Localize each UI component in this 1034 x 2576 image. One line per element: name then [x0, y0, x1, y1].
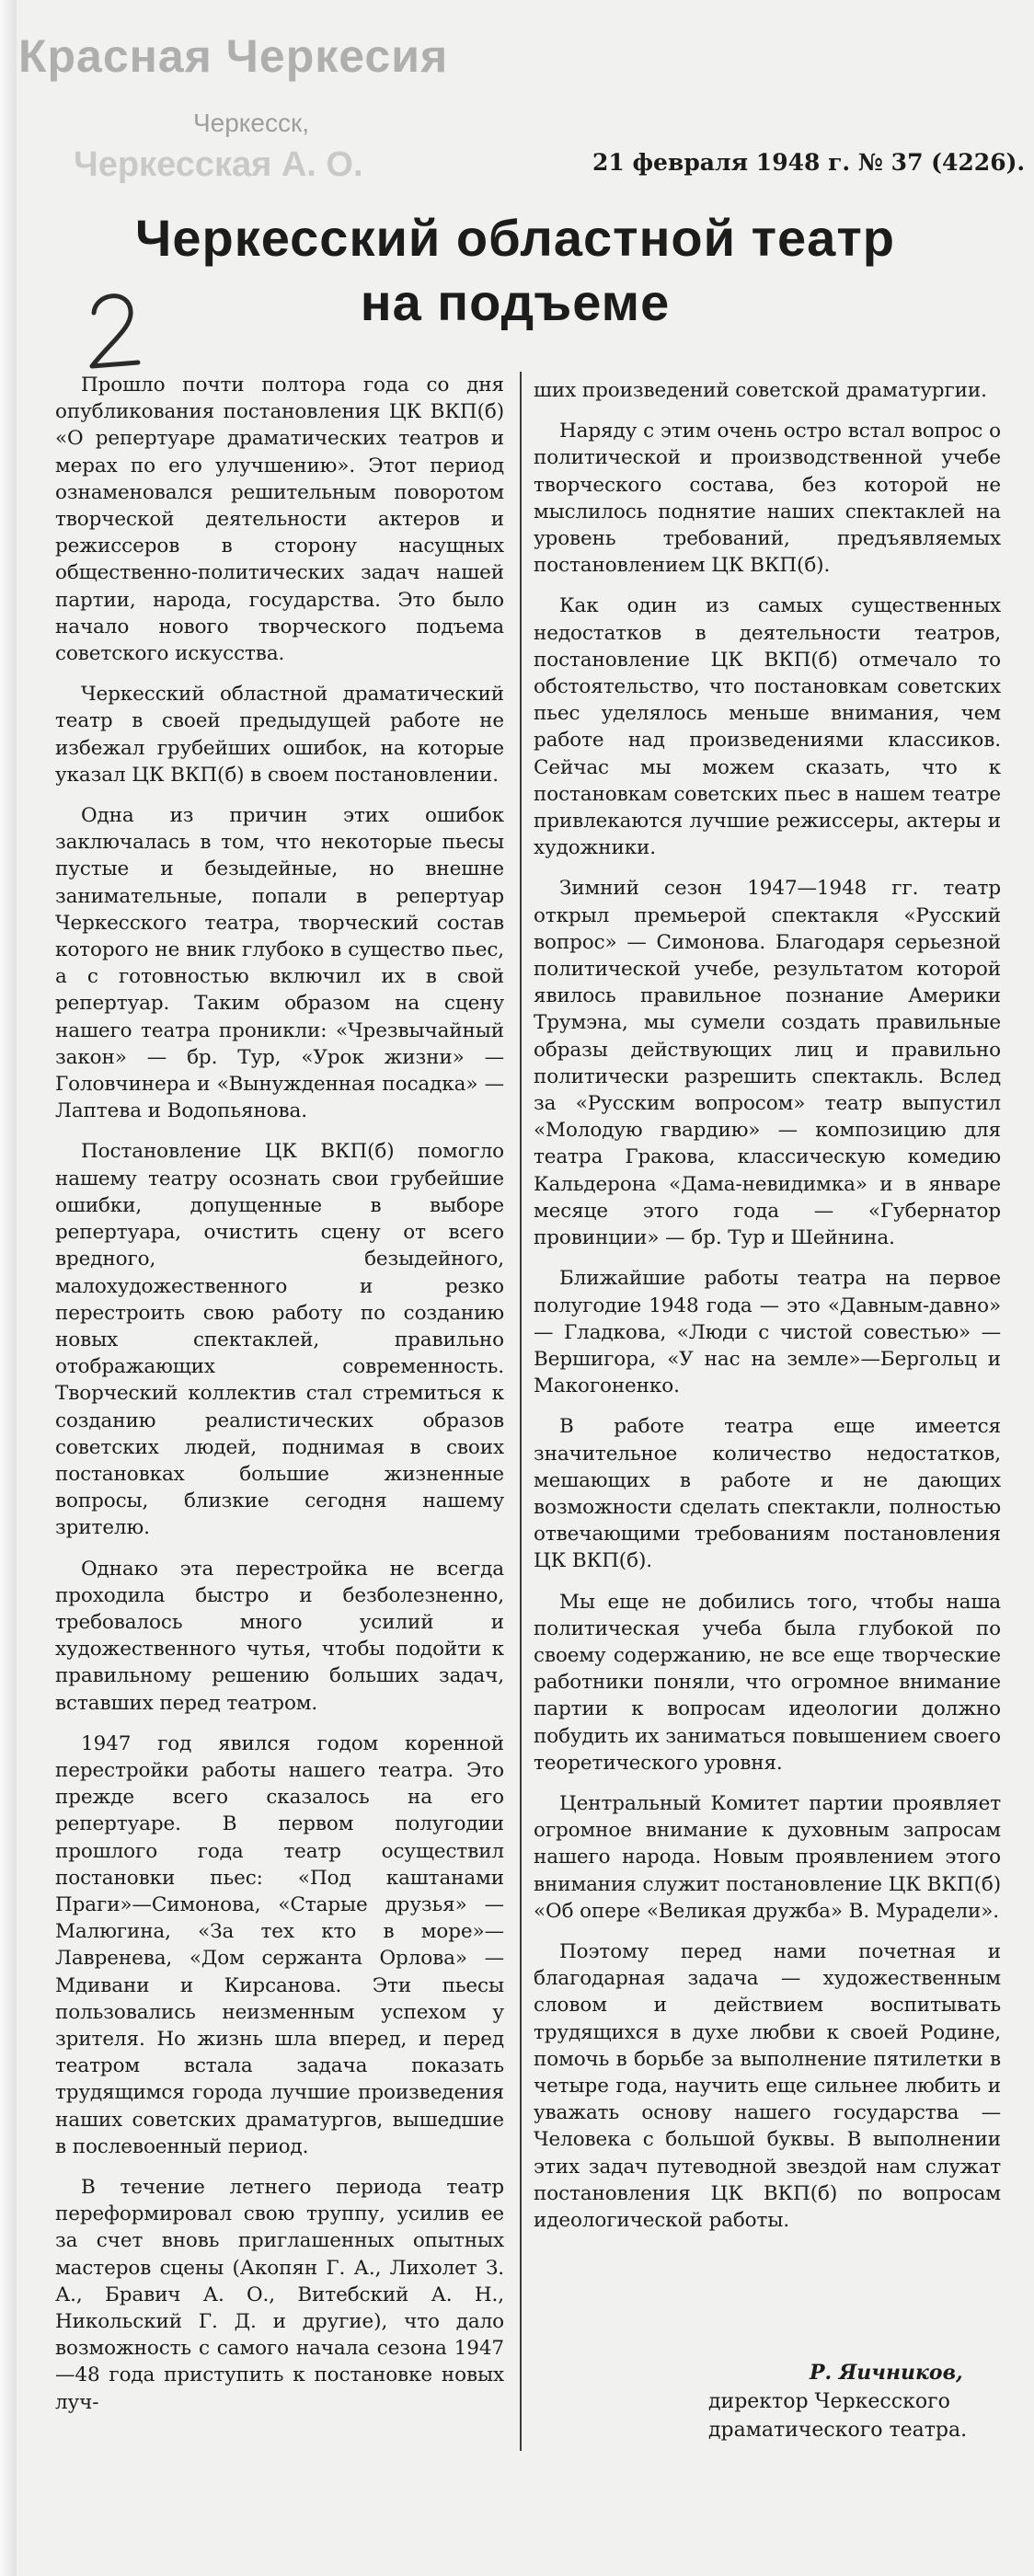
paragraph: Наряду с этим очень остро встал вопрос о политической и производственной учебе творческого состава, без которой не мыслилось поднятие наших спектаклей на уровень требований, предъявляемых постановлением ЦК ВКП(б).: [534, 420, 1001, 578]
newspaper-city: Черкесск,: [193, 109, 309, 137]
paragraph: Центральный Комитет партии проявляет огромное внимание к духовным запросам нашего народа. Новым проявлением этого внимания служит постановление ЦК ВКП(б) «Об опере «Великая дружба» В. Мурадели».: [534, 1791, 1001, 1923]
paragraph: Поэтому перед нами почетная и благодарная задача — художественным словом и действием воспитывать трудящихся в духе любви к своей Родине, помочь в борьбе за выполнение пятилетки в четыре года, научить еще сильнее любить и уважать основу нашего государства — Человека с большой буквы. В выполнении этих задач путеводной звездой нам служат постановления ЦК ВКП(б) по вопросам идеологической работы.: [534, 1939, 1001, 2232]
author-name: Р. Яичников,: [810, 2361, 963, 2385]
article-column-left: [55, 372, 504, 2430]
paragraph: Как один из самых существенных недостатков в деятельности театров, постановление ЦК ВКП(б) отмечало то обстоятельство, что постановкам советских пьес уделялось меньше внимания, чем работе над произведениями классиков. Сейчас мы можем сказать, что к постановкам советских пьес в нашем театре привлекаются лучшие режиссеры, актеры и художники.: [534, 594, 1001, 860]
author-signature: [708, 2359, 1021, 2444]
article-headline: [46, 206, 984, 335]
handwritten-number-2: [83, 285, 147, 377]
headline-line-2: на подъеме: [360, 273, 671, 331]
headline-line-1: Черкесский областной театр: [135, 209, 895, 267]
paragraph: Черкесский областной драматический театр в своей предыдущей работе не избежал грубейших ошибок, на которые указал ЦК ВКП(б) в своем постановлении.: [55, 683, 504, 787]
paragraph: Зимний сезон 1947—1948 гг. театр открыл премьерой спектакля «Русский вопрос» — Симонова. Благодаря серьезной политической учебе, результатом которой явилось правильное познание Америки Трумэна, мы сумели создать правильные образы действующих лиц и правильно политически разрешить спектакль. Вслед за «Русским вопросом» театр выпустил «Молодую гвардию» — композицию для театра Гракова, классическую комедию Кальдерона «Дама-невидимка» и в январе месяце этого года — «Губернатор провинции» — бр. Тур и Шейнина.: [534, 877, 1001, 1250]
masthead: [18, 29, 1026, 184]
paragraph: Постановление ЦК ВКП(б) помогло нашему театру осознать свои грубейшие ошибки, допущенные в выборе репертуара, очистить сцену от всего вредного, безыдейного, малохудожественного и резко перестроить свою работу по созданию новых спектаклей, правильно отображающих современность. Творческий коллектив стал стремиться к созданию реалистических образов советских людей, поднимая в своих постановках большие жизненные вопросы, близкие сегодня нашему зрителю.: [55, 1140, 504, 1540]
paragraph: Мы еще не добились того, чтобы наша политическая учеба была глубокой по своему содержанию, не все еще творческие работники поняли, что огромное внимание партии к вопросам идеологии должно побудить их заниматься повышением своего теоретического уровня.: [534, 1590, 1001, 1775]
newspaper-title: Красная Черкесия: [18, 30, 449, 82]
paragraph: Ближайшие работы театра на первое полугодие 1948 года — это «Давным-давно» — Гладкова, «Люди с чистой совестью» — Вершигора, «У нас на земле»—Бергольц и Макогоненко.: [534, 1267, 1001, 1398]
issue-dateline: 21 февраля 1948 г. № 37 (4226).: [592, 149, 1026, 176]
masthead-faded-line: Черкесская А. О.: [74, 145, 363, 184]
column-divider: [520, 372, 522, 2451]
page-edge: [0, 0, 17, 2576]
paragraph: Одна из причин этих ошибок заключалась в том, что некоторые пьесы пустые и безыдейные, но внешне занимательные, попали в репертуар Черкесского театра, творческий состав которого не вник глубоко в существо пьес, а с готовностью включил их в свой репертуар. Таким образом на сцену нашего театра проникли: «Чрезвычайный закон» — бр. Тур, «Урок жизни» — Головчинера и «Вынужденная посадка» — Лаптева и Водопьянова.: [55, 804, 504, 1123]
paragraph: ших произведений советской драматургии.: [534, 379, 987, 402]
author-role-line-1: директор Черкесского: [708, 2390, 950, 2413]
paragraph: В течение летнего периода театр переформировал свою труппу, усилив ее за счет вновь приглашенных опытных мастеров сцены (Акопян Г. А., Лихолет З. А., Бравич А. О., Витебский А. Н., Никольский Г. Д. и другие), что дало возможность с самого начала сезона 1947—48 года приступить к постановке новых луч-: [55, 2176, 504, 2414]
paragraph: Прошло почти полтора года со дня опубликования постановления ЦК ВКП(б) «О репертуаре драматических театров и мерах по его улучшению». Этот период ознаменовался решительным поворотом творческой деятельности актеров и режиссеров в сторону насущных общественно-политических задач нашей партии, народа, государства. Это было начало нового творческого подъема советского искусства.: [55, 374, 504, 666]
paragraph: 1947 год явился годом коренной перестройки работы нашего театра. Это прежде всего сказалось на его репертуаре. В первом полугодии прошлого года театр осуществил постановки пьес: «Под каштанами Праги»—Симонова, «Старые друзья» — Малюгина, «За тех кто в море»—Лавренева, «Дом сержанта Орлова» —Мдивани и Кирсанова. Эти пьесы пользовались неизменным успехом у зрителя. Но жизнь шла вперед, и перед театром встала задача показать трудящимся города лучшие произведения наших советских драматургов, вышедшие в послевоенный период.: [55, 1731, 504, 2158]
author-role-line-2: драматического театра.: [708, 2419, 968, 2442]
article-column-right: [534, 377, 1001, 2248]
paragraph: Однако эта перестройка не всегда проходила быстро и безболезненно, требовалось много усилий и художественного чутья, чтобы подойти к правильному решению больших задач, вставших перед театром.: [55, 1557, 504, 1715]
paragraph: В работе театра еще имеется значительное количество недостатков, мешающих в работе и не дающих возможности сделать спектакли, полностью отвечающими требованиям постановления ЦК ВКП(б).: [534, 1415, 1001, 1573]
